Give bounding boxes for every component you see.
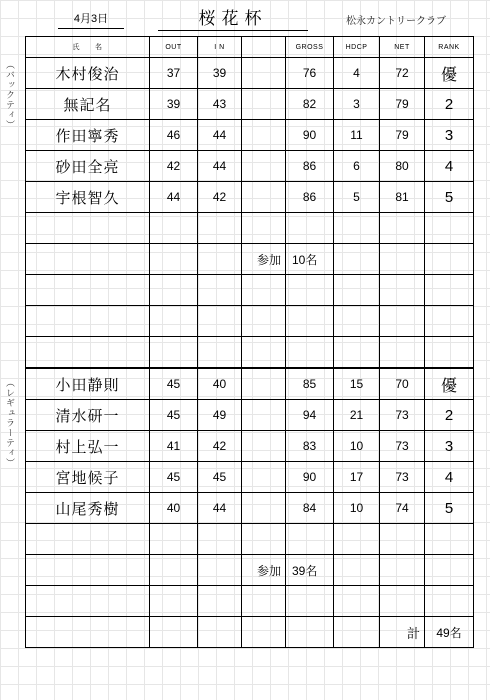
in-score: 45	[198, 462, 242, 493]
participation-label: 参加	[242, 555, 286, 586]
in-score: 44	[198, 151, 242, 182]
out-score: 39	[150, 89, 198, 120]
player-name: 作田寧秀	[26, 120, 150, 151]
table-row	[26, 462, 474, 493]
table-row	[26, 431, 474, 462]
hdcp-value: 3	[334, 89, 380, 120]
in-score: 44	[198, 493, 242, 524]
hdcp-value: 11	[334, 120, 380, 151]
hdcp-value: 21	[334, 400, 380, 431]
gross-score: 94	[286, 400, 334, 431]
tournament-title: 桜花杯	[158, 4, 308, 31]
player-name: 清水研一	[26, 400, 150, 431]
out-score: 45	[150, 400, 198, 431]
net-score: 81	[380, 182, 425, 213]
gross-score: 90	[286, 120, 334, 151]
player-name: 小田静則	[26, 368, 150, 400]
table-row	[26, 120, 474, 151]
gross-score: 86	[286, 182, 334, 213]
event-date: 4月3日	[58, 10, 124, 29]
out-score: 40	[150, 493, 198, 524]
hdcp-value: 10	[334, 431, 380, 462]
blank-cell	[242, 58, 286, 89]
blank-cell	[242, 151, 286, 182]
net-score: 74	[380, 493, 425, 524]
participation-row	[26, 555, 474, 586]
rank-value: 5	[425, 493, 474, 524]
empty-row	[26, 306, 474, 337]
rank-value: 優	[425, 368, 474, 400]
col-header-hdcp: HDCP	[334, 37, 380, 58]
col-header-rank: RANK	[425, 37, 474, 58]
gross-score: 86	[286, 151, 334, 182]
net-score: 72	[380, 58, 425, 89]
player-name: 山尾秀樹	[26, 493, 150, 524]
in-score: 42	[198, 431, 242, 462]
table-row	[26, 89, 474, 120]
net-score: 79	[380, 120, 425, 151]
gross-score: 90	[286, 462, 334, 493]
gross-score: 84	[286, 493, 334, 524]
gross-score: 82	[286, 89, 334, 120]
player-name: 砂田全亮	[26, 151, 150, 182]
header-row	[26, 37, 474, 58]
table-row	[26, 182, 474, 213]
in-score: 42	[198, 182, 242, 213]
total-row	[26, 617, 474, 648]
hdcp-value: 6	[334, 151, 380, 182]
total-label: 計	[380, 617, 425, 648]
empty-row	[26, 213, 474, 244]
blank-cell	[242, 89, 286, 120]
gross-score: 85	[286, 368, 334, 400]
net-score: 73	[380, 400, 425, 431]
rank-value: 4	[425, 151, 474, 182]
participation-row	[26, 244, 474, 275]
net-score: 73	[380, 462, 425, 493]
out-score: 46	[150, 120, 198, 151]
hdcp-value: 4	[334, 58, 380, 89]
gross-score: 83	[286, 431, 334, 462]
table-row	[26, 400, 474, 431]
out-score: 44	[150, 182, 198, 213]
col-header-gross: GROSS	[286, 37, 334, 58]
participation-label: 参加	[242, 244, 286, 275]
col-header-net: NET	[380, 37, 425, 58]
hdcp-value: 15	[334, 368, 380, 400]
net-score: 73	[380, 431, 425, 462]
net-score: 70	[380, 368, 425, 400]
player-name: 無記名	[26, 89, 150, 120]
blank-cell	[242, 368, 286, 400]
hdcp-value: 10	[334, 493, 380, 524]
gross-score: 76	[286, 58, 334, 89]
club-name: 松永カントリークラブ	[346, 16, 446, 27]
table-row	[26, 493, 474, 524]
table-row	[26, 58, 474, 89]
score-table	[25, 36, 474, 648]
player-name: 木村俊治	[26, 58, 150, 89]
empty-row	[26, 337, 474, 369]
empty-row	[26, 586, 474, 617]
rank-value: 3	[425, 431, 474, 462]
out-score: 45	[150, 462, 198, 493]
player-name: 村上弘一	[26, 431, 150, 462]
table-row	[26, 368, 474, 400]
col-header-out: OUT	[150, 37, 198, 58]
rank-value: 3	[425, 120, 474, 151]
player-name: 宇根智久	[26, 182, 150, 213]
net-score: 79	[380, 89, 425, 120]
rank-value: 2	[425, 400, 474, 431]
participation-count: 39名	[286, 555, 334, 586]
col-header-blank	[242, 37, 286, 58]
empty-row	[26, 275, 474, 306]
rank-value: 4	[425, 462, 474, 493]
table-row	[26, 151, 474, 182]
out-score: 37	[150, 58, 198, 89]
blank-cell	[242, 120, 286, 151]
col-header-in: I N	[198, 37, 242, 58]
rank-value: 優	[425, 58, 474, 89]
empty-row	[26, 524, 474, 555]
rank-value: 2	[425, 89, 474, 120]
blank-cell	[242, 182, 286, 213]
blank-cell	[242, 493, 286, 524]
hdcp-value: 17	[334, 462, 380, 493]
total-count: 49名	[425, 617, 474, 648]
out-score: 42	[150, 151, 198, 182]
rank-value: 5	[425, 182, 474, 213]
blank-cell	[242, 431, 286, 462]
blank-cell	[242, 462, 286, 493]
player-name: 宮地候子	[26, 462, 150, 493]
blank-cell	[242, 400, 286, 431]
col-header-name: 氏 名	[26, 37, 150, 58]
in-score: 49	[198, 400, 242, 431]
hdcp-value: 5	[334, 182, 380, 213]
out-score: 45	[150, 368, 198, 400]
in-score: 39	[198, 58, 242, 89]
participation-count: 10名	[286, 244, 334, 275]
in-score: 43	[198, 89, 242, 120]
out-score: 41	[150, 431, 198, 462]
regular-tee-label: （レギュラーティ）	[5, 378, 15, 468]
in-score: 40	[198, 368, 242, 400]
net-score: 80	[380, 151, 425, 182]
in-score: 44	[198, 120, 242, 151]
back-tee-label: （バックティ）	[5, 60, 15, 130]
